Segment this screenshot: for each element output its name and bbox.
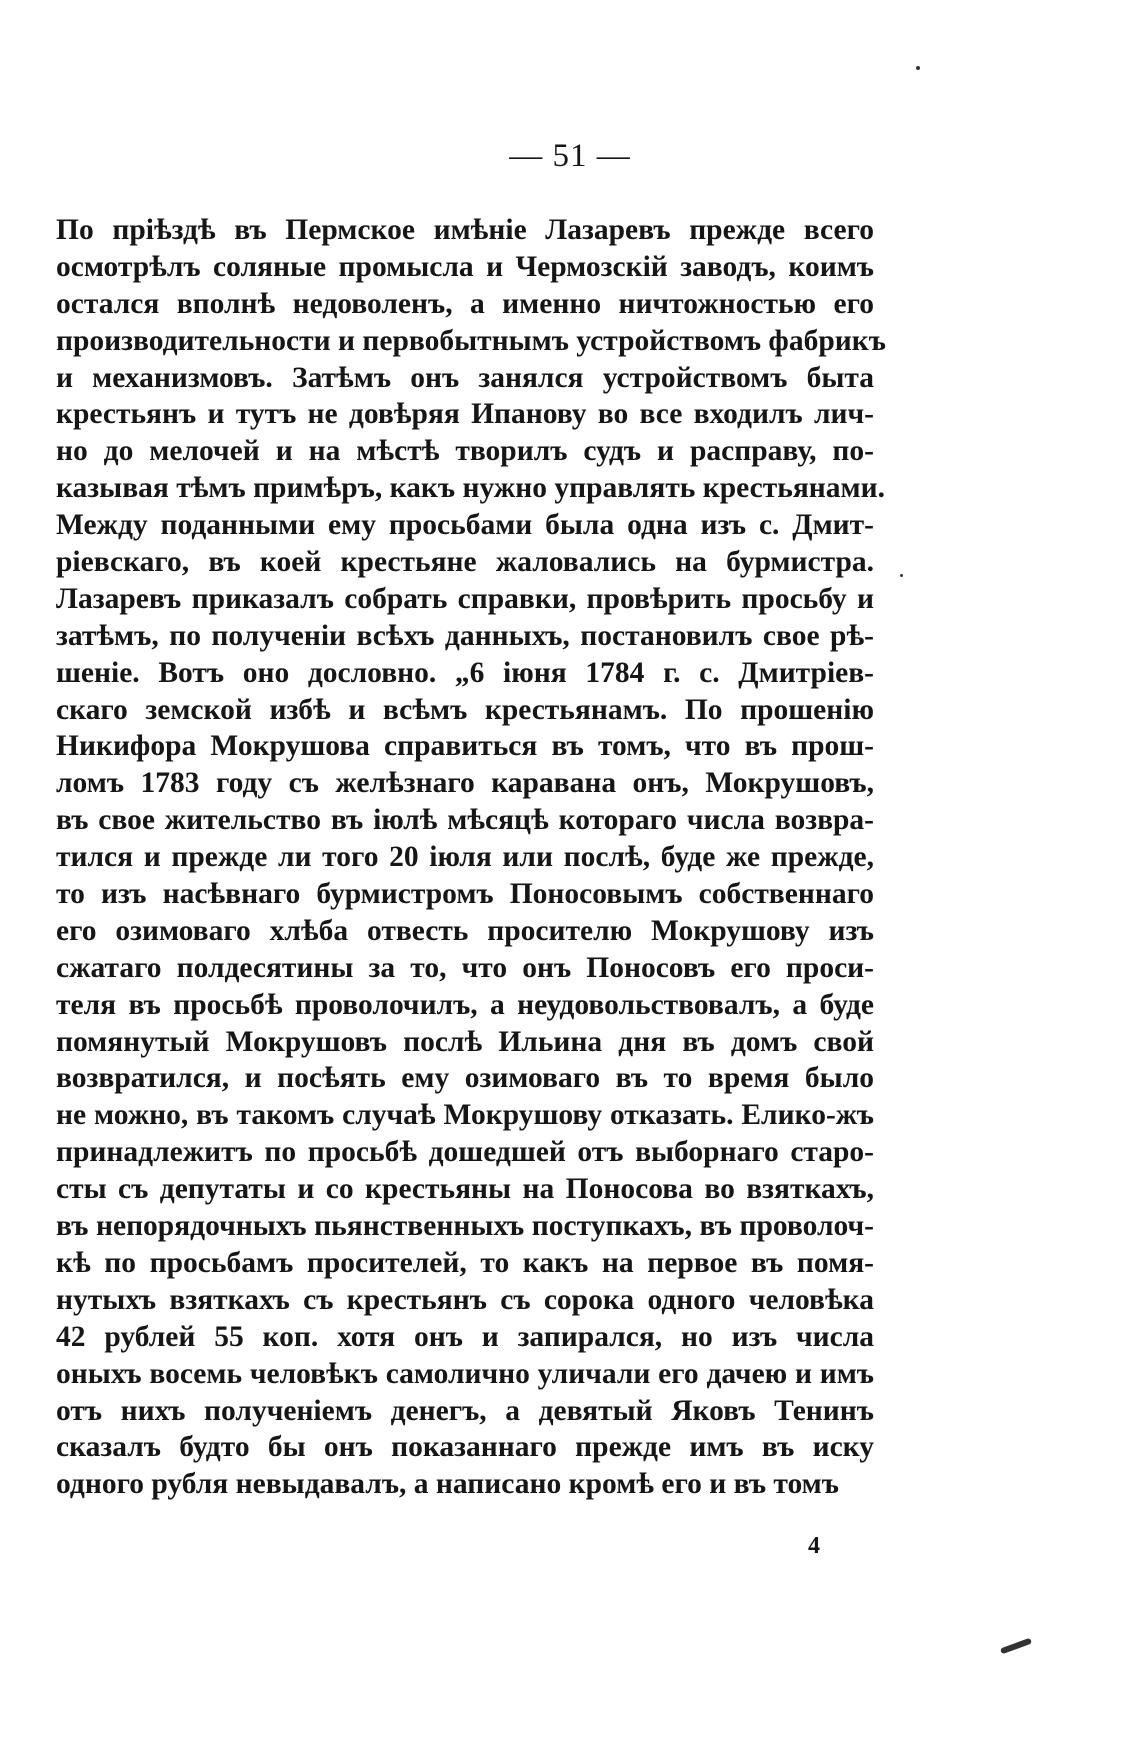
text-line: затѣмъ, по полученiи всѣхъ данныхъ, постановилъ свое рѣ- bbox=[56, 619, 874, 652]
text-line: Между поданными ему просьбами была одна изъ с. Дмит- bbox=[56, 509, 874, 542]
text-line: скаго земской избѣ и всѣмъ крестьянамъ. По прошенiю bbox=[56, 693, 874, 726]
text-line: осмотрѣлъ соляные промысла и Чермозскiй заводъ, коимъ bbox=[56, 250, 874, 283]
text-line: По прiѣздѣ въ Пермское имѣнiе Лазаревъ прежде всего bbox=[56, 214, 874, 246]
text-line: оныхъ восемь человѣкъ самолично уличали его дачею и имъ bbox=[56, 1357, 874, 1390]
stray-ink-mark bbox=[1000, 1638, 1032, 1655]
ink-speck bbox=[900, 574, 903, 577]
text-line: ломъ 1783 году съ желѣзнаго каравана онъ, Мокрушовъ, bbox=[56, 767, 874, 800]
text-line: помянутый Мокрушовъ послѣ Ильина дня въ домъ свой bbox=[56, 1025, 874, 1058]
text-line: то изъ насѣвнаго бурмистромъ Поносовымъ собственнаго bbox=[56, 878, 874, 911]
text-line: производительности и первобытнымъ устройствомъ фабрикъ bbox=[56, 324, 886, 357]
text-line: сказалъ будто бы онъ показаннаго прежде имъ въ иску bbox=[56, 1431, 874, 1464]
text-line: шенiе. Вотъ оно дословно. „6 iюня 1784 г. с. Дмитрiев- bbox=[56, 656, 874, 689]
text-line: рiевскаго, въ коей крестьяне жаловались на бурмистра. bbox=[56, 546, 874, 579]
text-line: одного рубля невыдавалъ, а написано кромѣ его и въ томъ bbox=[56, 1468, 839, 1501]
text-line: казывая тѣмъ примѣръ, какъ нужно управлять крестьянами. bbox=[56, 472, 885, 505]
text-line: и механизмовъ. Затѣмъ онъ занялся устройствомъ быта bbox=[56, 361, 874, 394]
text-line: сты съ депутаты и со крестьяны на Поносова во взяткахъ, bbox=[56, 1173, 874, 1206]
text-line: принадлежитъ по просьбѣ дошедшей отъ выборнаго старо- bbox=[56, 1136, 874, 1169]
text-line: сжатаго полдесятины за то, что онъ Поносовъ его проси- bbox=[56, 951, 874, 984]
text-line: его озимоваго хлѣба отвесть просителю Мокрушову изъ bbox=[56, 914, 874, 947]
body-text bbox=[56, 212, 886, 1503]
text-line: въ непорядочныхъ пьянственныхъ поступкахъ, въ проволоч- bbox=[56, 1210, 874, 1243]
text-line: Никифора Мокрушова справиться въ томъ, что въ прош- bbox=[56, 730, 874, 763]
text-line: но до мелочей и на мѣстѣ творилъ судъ и расправу, по- bbox=[56, 435, 874, 468]
text-line: крестьянъ и тутъ не довѣряя Ипанову во все входилъ лич- bbox=[56, 398, 874, 431]
text-line: возвратился, и посѣять ему озимоваго въ то время было bbox=[56, 1062, 874, 1095]
text-line: въ свое жительство въ iюлѣ мѣсяцѣ котораго числа возвра- bbox=[56, 804, 874, 837]
text-line: отъ нихъ полученiемъ денегъ, а девятый Яковъ Тенинъ bbox=[56, 1394, 874, 1427]
text-line: Лазаревъ приказалъ собрать справки, провѣрить просьбу и bbox=[56, 582, 874, 615]
text-line: теля въ просьбѣ проволочилъ, а неудовольствовалъ, а буде bbox=[56, 988, 874, 1021]
text-line: 42 рублей 55 коп. хотя онъ и запирался, но изъ числа bbox=[56, 1320, 874, 1353]
text-line: не можно, въ такомъ случаѣ Мокрушову отказать. Елико-жъ bbox=[56, 1099, 874, 1132]
text-line: кѣ по просьбамъ просителей, то какъ на первое въ помя- bbox=[56, 1246, 874, 1279]
text-line: нутыхъ взяткахъ съ крестьянъ съ сорока одного человѣка bbox=[56, 1283, 874, 1316]
text-line: тился и прежде ли того 20 iюля или послѣ, буде же прежде, bbox=[56, 841, 874, 874]
ink-speck bbox=[916, 66, 920, 70]
signature-mark: 4 bbox=[808, 1533, 820, 1559]
page-number: — 51 — bbox=[509, 138, 631, 174]
text-line: остался вполнѣ недоволенъ, а именно ничтожностью его bbox=[56, 287, 874, 320]
